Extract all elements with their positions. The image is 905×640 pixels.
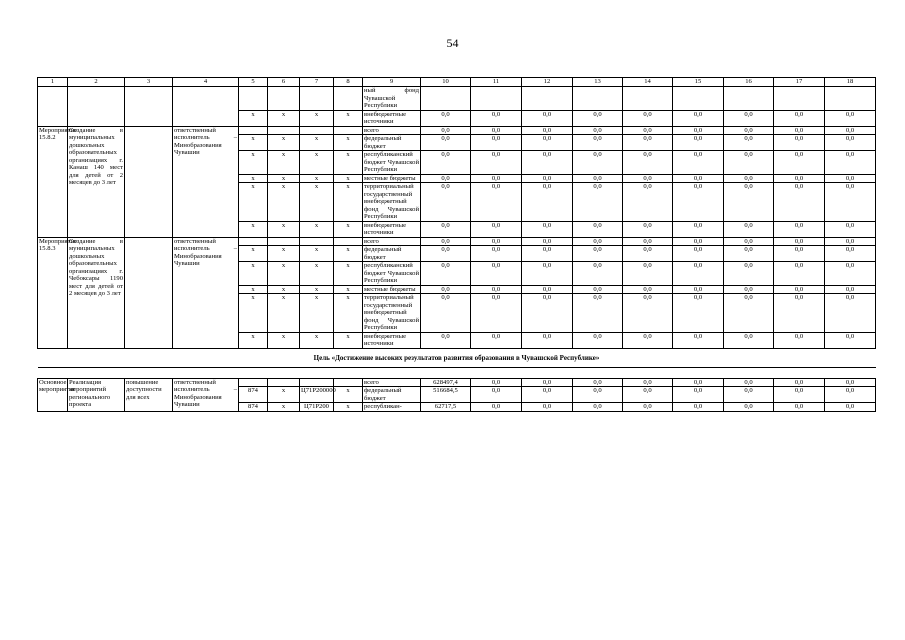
value-cell: 0,0 — [825, 183, 876, 222]
code-cell: х — [300, 183, 334, 222]
value-cell: 0,0 — [825, 387, 876, 403]
value-cell: 0,0 — [623, 221, 673, 237]
column-number: 2 — [68, 78, 125, 87]
value-cell: 0,0 — [522, 135, 573, 151]
value-cell: 0,0 — [825, 246, 876, 262]
goal-row — [38, 348, 876, 367]
funding-source: территориальный государственный внебюджетный фонд Чувашской Республики — [364, 183, 419, 220]
value-cell: 0,0 — [522, 221, 573, 237]
value-cell: 0,0 — [673, 378, 724, 387]
funding-source: местные бюджеты — [363, 174, 421, 183]
value-cell: 0,0 — [471, 403, 522, 412]
code-cell: х — [268, 294, 300, 333]
value-cell: 0,0 — [522, 110, 573, 126]
code-cell: 874 — [239, 403, 268, 412]
code-cell: х — [239, 246, 268, 262]
value-cell: 0,0 — [774, 403, 825, 412]
value-cell: 0,0 — [522, 151, 573, 175]
value-cell: 0,0 — [825, 110, 876, 126]
value-cell: 0,0 — [774, 126, 825, 135]
code-cell — [239, 126, 268, 135]
table-row — [38, 126, 876, 135]
value-cell: 0,0 — [471, 110, 522, 126]
code-cell: х — [239, 110, 268, 126]
event-executor: ответственный исполнитель – Минобразования Чувашии — [173, 378, 239, 411]
value-cell: 0,0 — [471, 221, 522, 237]
code-cell: х — [268, 332, 300, 348]
value-cell: 0,0 — [573, 246, 623, 262]
value-cell: 0,0 — [774, 237, 825, 246]
value-cell: 0,0 — [573, 403, 623, 412]
code-cell — [268, 378, 300, 387]
code-cell: х — [239, 183, 268, 222]
value-cell: 0,0 — [421, 246, 471, 262]
code-cell: х — [300, 110, 334, 126]
code-cell: х — [268, 135, 300, 151]
value-cell: 0,0 — [421, 262, 471, 286]
value-cell: 0,0 — [623, 378, 673, 387]
table-row — [38, 237, 876, 246]
funding-source: внебюджетные источники — [363, 221, 421, 237]
code-cell: х — [334, 332, 363, 348]
code-cell: х — [239, 262, 268, 286]
value-cell — [471, 87, 522, 111]
code-cell: х — [239, 135, 268, 151]
value-cell: 0,0 — [724, 332, 774, 348]
value-cell: 0,0 — [774, 378, 825, 387]
value-cell: 0,0 — [421, 221, 471, 237]
value-cell: 0,0 — [673, 246, 724, 262]
event-name: Создание в муниципальных дошкольных образовательных организациях г. Чебоксары 1190 мест для детей от 2 месяцев до 3 лет — [68, 237, 125, 348]
funding-source: внебюджетные источники — [363, 110, 421, 126]
funding-source: республикан- — [363, 403, 421, 412]
column-number: 13 — [573, 78, 623, 87]
value-cell: 0,0 — [522, 285, 573, 294]
code-cell: х — [300, 135, 334, 151]
funding-source: федеральный бюджет — [363, 246, 421, 262]
value-cell: 0,0 — [623, 332, 673, 348]
value-cell: 0,0 — [724, 174, 774, 183]
value-cell: 0,0 — [573, 294, 623, 333]
value-cell: 0,0 — [573, 285, 623, 294]
value-cell: 0,0 — [825, 174, 876, 183]
code-cell — [239, 378, 268, 387]
code-cell — [268, 87, 300, 111]
value-cell: 0,0 — [522, 332, 573, 348]
value-cell: 0,0 — [825, 237, 876, 246]
code-cell: х — [334, 294, 363, 333]
event-type: Мероприятие 15.8.3 — [38, 237, 68, 348]
value-cell: 0,0 — [774, 110, 825, 126]
value-cell: 0,0 — [724, 378, 774, 387]
value-cell: 0,0 — [774, 246, 825, 262]
code-cell — [334, 87, 363, 111]
value-cell: 0,0 — [573, 262, 623, 286]
code-cell: х — [334, 387, 363, 403]
column-number: 10 — [421, 78, 471, 87]
gap-row — [38, 367, 876, 378]
value-cell: 0,0 — [825, 262, 876, 286]
code-cell: х — [300, 332, 334, 348]
value-cell — [573, 87, 623, 111]
code-cell: х — [334, 221, 363, 237]
column-number: 18 — [825, 78, 876, 87]
value-cell: 0,0 — [522, 126, 573, 135]
value-cell: 0,0 — [724, 221, 774, 237]
value-cell: 0,0 — [471, 126, 522, 135]
column-number: 8 — [334, 78, 363, 87]
value-cell: 0,0 — [471, 378, 522, 387]
funding-source: всего — [363, 126, 421, 135]
code-cell: х — [300, 174, 334, 183]
code-cell: х — [239, 285, 268, 294]
value-cell: 0,0 — [623, 183, 673, 222]
blank-cell — [125, 87, 173, 127]
value-cell: 0,0 — [774, 221, 825, 237]
code-cell: х — [334, 151, 363, 175]
value-cell: 0,0 — [522, 237, 573, 246]
value-cell: 0,0 — [573, 221, 623, 237]
code-cell — [268, 126, 300, 135]
code-cell: х — [268, 262, 300, 286]
code-cell — [300, 87, 334, 111]
funding-source: внебюджетные источники — [363, 332, 421, 348]
column-number: 11 — [471, 78, 522, 87]
gap-cell — [38, 367, 876, 378]
value-cell: 0,0 — [573, 135, 623, 151]
code-cell — [239, 237, 268, 246]
value-cell: 0,0 — [471, 183, 522, 222]
value-cell: 0,0 — [421, 110, 471, 126]
value-cell: 0,0 — [623, 403, 673, 412]
code-cell: х — [268, 174, 300, 183]
value-cell: 0,0 — [573, 183, 623, 222]
value-cell: 0,0 — [522, 387, 573, 403]
value-cell: 0,0 — [522, 378, 573, 387]
value-cell: 0,0 — [673, 110, 724, 126]
value-cell: 0,0 — [724, 151, 774, 175]
code-cell: х — [334, 246, 363, 262]
value-cell: 0,0 — [673, 387, 724, 403]
value-cell: 0,0 — [623, 126, 673, 135]
value-cell: 0,0 — [623, 262, 673, 286]
code-cell: х — [239, 294, 268, 333]
column-number: 7 — [300, 78, 334, 87]
value-cell: 0,0 — [673, 174, 724, 183]
code-cell — [334, 237, 363, 246]
blank-cell — [173, 87, 239, 127]
code-cell — [334, 126, 363, 135]
value-cell: 0,0 — [623, 151, 673, 175]
funding-source: местные бюджеты — [363, 285, 421, 294]
value-cell: 0,0 — [522, 262, 573, 286]
column-number: 16 — [724, 78, 774, 87]
value-cell: 0,0 — [573, 110, 623, 126]
code-cell: х — [300, 294, 334, 333]
value-cell: 0,0 — [471, 174, 522, 183]
value-cell: 0,0 — [522, 174, 573, 183]
value-cell: 0,0 — [774, 174, 825, 183]
code-cell: х — [300, 262, 334, 286]
value-cell: 0,0 — [825, 221, 876, 237]
value-cell: 0,0 — [421, 135, 471, 151]
goal-link-cell — [125, 237, 173, 348]
funding-source: всего — [363, 378, 421, 387]
value-cell: 0,0 — [573, 387, 623, 403]
funding-source: территориальный государственный внебюджетный фонд Чувашской Республики — [364, 294, 419, 331]
event-type: Основное мероприятие — [38, 378, 68, 411]
value-cell: 0,0 — [573, 332, 623, 348]
value-cell: 0,0 — [774, 285, 825, 294]
event-name: Реализация мероприятий регионального проекта — [68, 378, 125, 411]
value-cell: 0,0 — [774, 294, 825, 333]
value-cell: 0,0 — [825, 285, 876, 294]
value-cell: 0,0 — [825, 378, 876, 387]
value-cell: 0,0 — [825, 126, 876, 135]
value-cell: 0,0 — [573, 237, 623, 246]
column-number: 1 — [38, 78, 68, 87]
column-number-row — [38, 78, 876, 87]
value-cell: 0,0 — [471, 237, 522, 246]
value-cell: 0,0 — [623, 294, 673, 333]
blank-cell — [68, 87, 125, 127]
value-cell: 0,0 — [724, 387, 774, 403]
code-cell — [300, 378, 334, 387]
value-cell: 0,0 — [774, 135, 825, 151]
value-cell: 0,0 — [825, 332, 876, 348]
code-cell: х — [268, 285, 300, 294]
code-cell: х — [300, 221, 334, 237]
value-cell: 0,0 — [673, 294, 724, 333]
code-cell: х — [239, 151, 268, 175]
value-cell: 0,0 — [522, 294, 573, 333]
code-cell: Ц71Р200 — [300, 403, 334, 412]
value-cell: 0,0 — [724, 285, 774, 294]
table-row — [38, 87, 876, 111]
value-cell: 0,0 — [673, 135, 724, 151]
value-cell — [522, 87, 573, 111]
value-cell: 0,0 — [623, 135, 673, 151]
value-cell — [421, 87, 471, 111]
code-cell: х — [334, 285, 363, 294]
value-cell — [774, 87, 825, 111]
event-type: Мероприятие 15.8.2 — [38, 126, 68, 237]
value-cell: 0,0 — [673, 262, 724, 286]
value-cell: 0,0 — [724, 135, 774, 151]
value-cell: 0,0 — [724, 246, 774, 262]
value-cell — [623, 87, 673, 111]
column-number: 12 — [522, 78, 573, 87]
code-cell: Ц71Р200000 — [300, 387, 334, 403]
value-cell: 0,0 — [421, 126, 471, 135]
value-cell: 0,0 — [724, 262, 774, 286]
code-cell: х — [268, 246, 300, 262]
funding-source: республиканский бюджет Чувашской Республики — [364, 262, 419, 284]
value-cell: 0,0 — [421, 174, 471, 183]
code-cell — [300, 237, 334, 246]
funding-source: федеральный бюджет — [363, 387, 421, 403]
value-cell: 0,0 — [673, 237, 724, 246]
value-cell: 0,0 — [421, 237, 471, 246]
event-executor: ответственный исполнитель – Минобразования Чувашии — [173, 237, 239, 348]
funding-source: ный фонд Чувашской Республики — [364, 87, 419, 109]
code-cell: х — [300, 246, 334, 262]
value-cell: 0,0 — [471, 285, 522, 294]
code-cell — [300, 126, 334, 135]
event-goal-link: повышение доступности для всех — [125, 378, 173, 411]
code-cell: х — [268, 387, 300, 403]
value-cell: 0,0 — [623, 387, 673, 403]
value-cell: 0,0 — [825, 403, 876, 412]
value-cell: 0,0 — [421, 285, 471, 294]
value-cell: 0,0 — [774, 183, 825, 222]
value-cell: 0,0 — [471, 151, 522, 175]
value-cell: 0,0 — [825, 294, 876, 333]
code-cell: х — [334, 135, 363, 151]
value-cell: 0,0 — [522, 246, 573, 262]
value-cell: 0,0 — [623, 174, 673, 183]
value-cell: 0,0 — [623, 285, 673, 294]
code-cell: х — [268, 183, 300, 222]
value-cell: 0,0 — [724, 403, 774, 412]
value-cell: 0,0 — [471, 387, 522, 403]
value-cell: 0,0 — [724, 183, 774, 222]
code-cell: х — [334, 262, 363, 286]
value-cell: 0,0 — [774, 387, 825, 403]
code-cell: х — [268, 221, 300, 237]
value-cell: 0,0 — [522, 183, 573, 222]
value-cell: 0,0 — [774, 262, 825, 286]
goal-link-cell — [125, 126, 173, 237]
value-cell — [673, 87, 724, 111]
column-number: 4 — [173, 78, 239, 87]
value-cell: 0,0 — [522, 403, 573, 412]
value-cell: 0,0 — [673, 126, 724, 135]
code-cell — [268, 237, 300, 246]
value-cell: 0,0 — [673, 403, 724, 412]
value-cell: 0,0 — [673, 183, 724, 222]
value-cell: 0,0 — [724, 294, 774, 333]
budget-table — [37, 77, 876, 412]
column-number: 3 — [125, 78, 173, 87]
page-number: 54 — [446, 36, 459, 50]
code-cell: х — [239, 221, 268, 237]
value-cell: 0,0 — [573, 151, 623, 175]
code-cell: х — [239, 174, 268, 183]
value-cell: 0,0 — [724, 126, 774, 135]
value-cell: 0,0 — [825, 135, 876, 151]
code-cell: х — [334, 110, 363, 126]
code-cell: х — [334, 174, 363, 183]
value-cell: 0,0 — [623, 110, 673, 126]
funding-source: республиканский бюджет Чувашской Республики — [364, 151, 419, 173]
value-cell: 0,0 — [774, 332, 825, 348]
blank-cell — [38, 87, 68, 127]
value-cell: 0,0 — [724, 110, 774, 126]
column-number: 5 — [239, 78, 268, 87]
value-cell: 0,0 — [673, 285, 724, 294]
value-cell — [825, 87, 876, 111]
value-cell — [724, 87, 774, 111]
value-cell: 0,0 — [724, 237, 774, 246]
funding-source: федеральный бюджет — [363, 135, 421, 151]
column-number: 6 — [268, 78, 300, 87]
code-cell: х — [334, 183, 363, 222]
value-cell: 0,0 — [421, 183, 471, 222]
code-cell: х — [268, 110, 300, 126]
table-row — [38, 378, 876, 387]
code-cell: х — [268, 403, 300, 412]
value-cell: 0,0 — [421, 332, 471, 348]
event-name: Создание в муниципальных дошкольных образовательных организациях г. Канаш 140 мест для детей от 2 месяцев до 3 лет — [68, 126, 125, 237]
column-number: 9 — [363, 78, 421, 87]
value-cell: 0,0 — [471, 332, 522, 348]
value-cell: 62717,5 — [421, 403, 471, 412]
funding-source: всего — [363, 237, 421, 246]
code-cell: х — [300, 285, 334, 294]
value-cell: 0,0 — [471, 246, 522, 262]
code-cell: х — [268, 151, 300, 175]
code-cell: 874 — [239, 387, 268, 403]
code-cell — [239, 87, 268, 111]
code-cell — [334, 378, 363, 387]
value-cell: 0,0 — [471, 262, 522, 286]
event-executor: ответственный исполнитель – Минобразования Чувашии — [173, 126, 239, 237]
value-cell: 0,0 — [421, 294, 471, 333]
column-number: 17 — [774, 78, 825, 87]
value-cell: 0,0 — [573, 378, 623, 387]
value-cell: 0,0 — [573, 174, 623, 183]
value-cell: 0,0 — [471, 294, 522, 333]
column-number: 15 — [673, 78, 724, 87]
value-cell: 0,0 — [825, 151, 876, 175]
value-cell: 0,0 — [421, 151, 471, 175]
value-cell: 0,0 — [673, 221, 724, 237]
value-cell: 0,0 — [623, 237, 673, 246]
value-cell: 516684,5 — [421, 387, 471, 403]
value-cell: 0,0 — [774, 151, 825, 175]
column-number: 14 — [623, 78, 673, 87]
value-cell: 0,0 — [623, 246, 673, 262]
goal-heading: Цель «Достижение высоких результатов развития образования в Чувашской Республике» — [38, 348, 876, 367]
value-cell: 0,0 — [673, 151, 724, 175]
value-cell: 628497,4 — [421, 378, 471, 387]
value-cell: 0,0 — [471, 135, 522, 151]
code-cell: х — [239, 332, 268, 348]
value-cell: 0,0 — [673, 332, 724, 348]
value-cell: 0,0 — [573, 126, 623, 135]
code-cell: х — [334, 403, 363, 412]
code-cell: х — [300, 151, 334, 175]
